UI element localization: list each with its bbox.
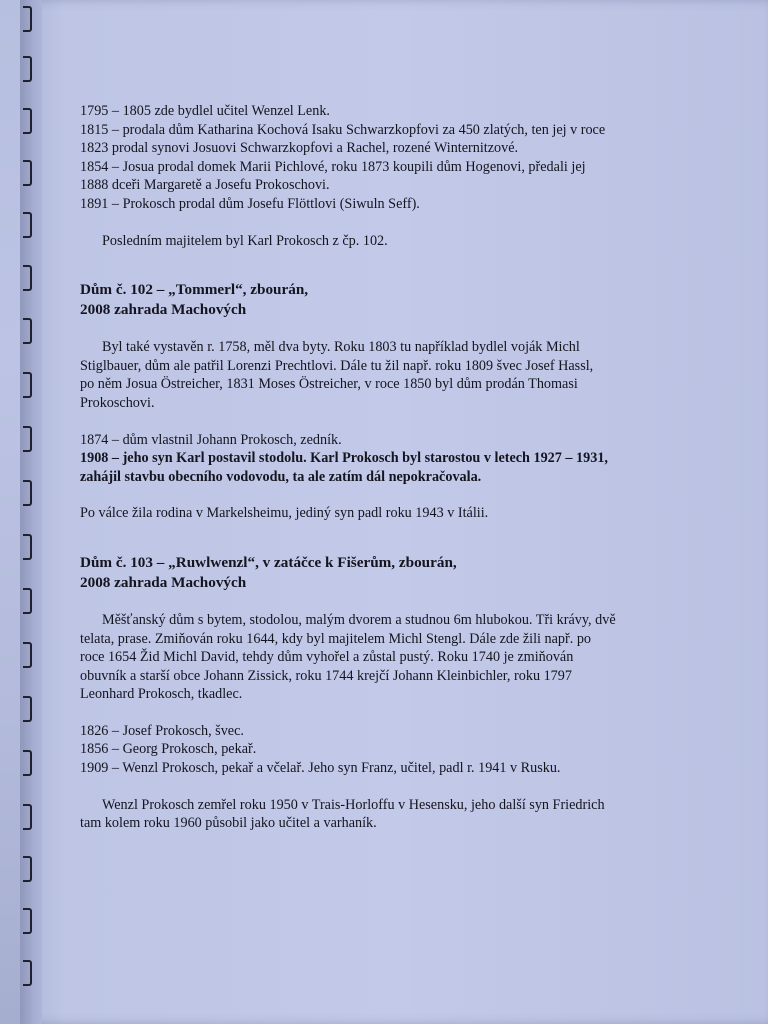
history-line: 1823 prodal synovi Josuovi Schwarzkopfovi a Rachel, rozené Winternitzové. [80, 140, 519, 157]
house-103-closing-paragraph [80, 796, 684, 833]
paragraph-line: Byl také vystavěn r. 1758, měl dva byty. Roku 1803 tu například bydlel voják Michl [102, 339, 580, 356]
binding-ring-icon [23, 804, 32, 830]
paragraph-line: po něm Josua Östreicher, 1831 Moses Östreicher, v roce 1850 byl dům prodán Thomasi [80, 376, 578, 393]
paragraph-line: obuvník a starší obce Johann Zissick, roku 1744 krejčí Johann Kleinbichler, roku 1797 [80, 667, 572, 684]
history-line: 1891 – Prokosch prodal dům Josefu Flöttlovi (Siwuln Seff). [80, 195, 420, 212]
binding-ring-icon [23, 265, 32, 291]
event-1874-line: 1874 – dům vlastnil Johann Prokosch, zedník. [80, 431, 342, 448]
list-item: 1826 – Josef Prokosch, švec. [80, 722, 244, 739]
paragraph-line: roce 1654 Žid Michl David, tehdy dům vyhořel a zůstal pustý. Roku 1740 je zmiňován [80, 649, 574, 666]
spiral-binding [20, 0, 42, 1024]
paragraph-line: Prokoschovi. [80, 394, 155, 411]
paragraph-line: Měšťanský dům s bytem, stodolou, malým dvorem a studnou 6m hlubokou. Tři krávy, dvě [102, 611, 616, 628]
paragraph-line: Wenzl Prokosch zemřel roku 1950 v Trais-Horloffu v Hesensku, jeho další syn Friedrich [102, 796, 605, 813]
last-owner-line: Posledním majitelem byl Karl Prokosch z čp. 102. [102, 232, 388, 249]
list-item: 1909 – Wenzl Prokosch, pekař a včelař. Jeho syn Franz, učitel, padl r. 1941 v Rusku. [80, 760, 561, 777]
house-103-list [80, 722, 684, 778]
history-line: 1815 – prodala dům Katharina Kochová Isaku Schwarzkopfovi za 450 zlatých, ten jej v roce [80, 121, 606, 138]
house-102-heading [80, 280, 684, 320]
heading-line: Dům č. 103 – „Ruwlwenzl“, v zatáčce k Fišerům, zbourán, [80, 553, 457, 571]
binding-ring-icon [23, 160, 32, 186]
event-1908-line: zahájil stavbu obecního vodovodu, ta ale zatím dál nepokračovala. [80, 468, 482, 485]
heading-line: 2008 zahrada Machových [80, 301, 247, 319]
binding-ring-icon [23, 426, 32, 452]
house-103-paragraph [80, 611, 684, 704]
list-item: 1856 – Georg Prokosch, pekař. [80, 741, 257, 758]
binding-ring-icon [23, 480, 32, 506]
history-line: 1795 – 1805 zde bydlel učitel Wenzel Lenk. [80, 103, 330, 119]
after-war-paragraph [80, 504, 684, 523]
binding-ring-icon [23, 318, 32, 344]
heading-line: Dům č. 102 – „Tommerl“, zbourán, [80, 281, 309, 299]
binding-ring-icon [23, 212, 32, 238]
paragraph-line: telata, prase. Zmiňován roku 1644, kdy byl majitelem Michl Stengl. Dále zde žili např. po [80, 630, 592, 647]
history-line: 1854 – Josua prodal domek Marii Pichlové, roku 1873 koupili dům Hogenovi, předali jej [80, 158, 586, 175]
binding-ring-icon [23, 372, 32, 398]
paragraph-line: Leonhard Prokosch, tkadlec. [80, 686, 243, 703]
heading-line: 2008 zahrada Machových [80, 573, 247, 591]
house-103-heading [80, 553, 684, 593]
binding-ring-icon [23, 588, 32, 614]
last-owner-paragraph [80, 232, 684, 251]
house-102-paragraph [80, 338, 684, 412]
binding-ring-icon [23, 696, 32, 722]
history-line: 1888 dceři Margaretě a Josefu Prokoschovi. [80, 177, 330, 194]
binding-ring-icon [23, 750, 32, 776]
event-1908-line: 1908 – jeho syn Karl postavil stodolu. Karl Prokosch byl starostou v letech 1927 – 1931, [80, 450, 608, 467]
binding-ring-icon [23, 56, 32, 82]
after-war-line: Po válce žila rodina v Markelsheimu, jediný syn padl roku 1943 v Itálii. [80, 505, 489, 522]
binding-ring-icon [23, 960, 32, 986]
document-text [80, 102, 684, 851]
ownership-history-list [80, 102, 684, 214]
house-102-events [80, 431, 684, 487]
binding-ring-icon [23, 534, 32, 560]
binding-ring-icon [23, 908, 32, 934]
binding-ring-icon [23, 108, 32, 134]
binding-ring-icon [23, 856, 32, 882]
binding-ring-icon [23, 6, 32, 32]
binding-ring-icon [23, 642, 32, 668]
paragraph-line: tam kolem roku 1960 působil jako učitel a varhaník. [80, 815, 377, 832]
paragraph-line: Stiglbauer, dům ale patřil Lorenzi Prechtlovi. Dále tu žil např. roku 1809 švec Josef Hassl, [80, 357, 594, 374]
